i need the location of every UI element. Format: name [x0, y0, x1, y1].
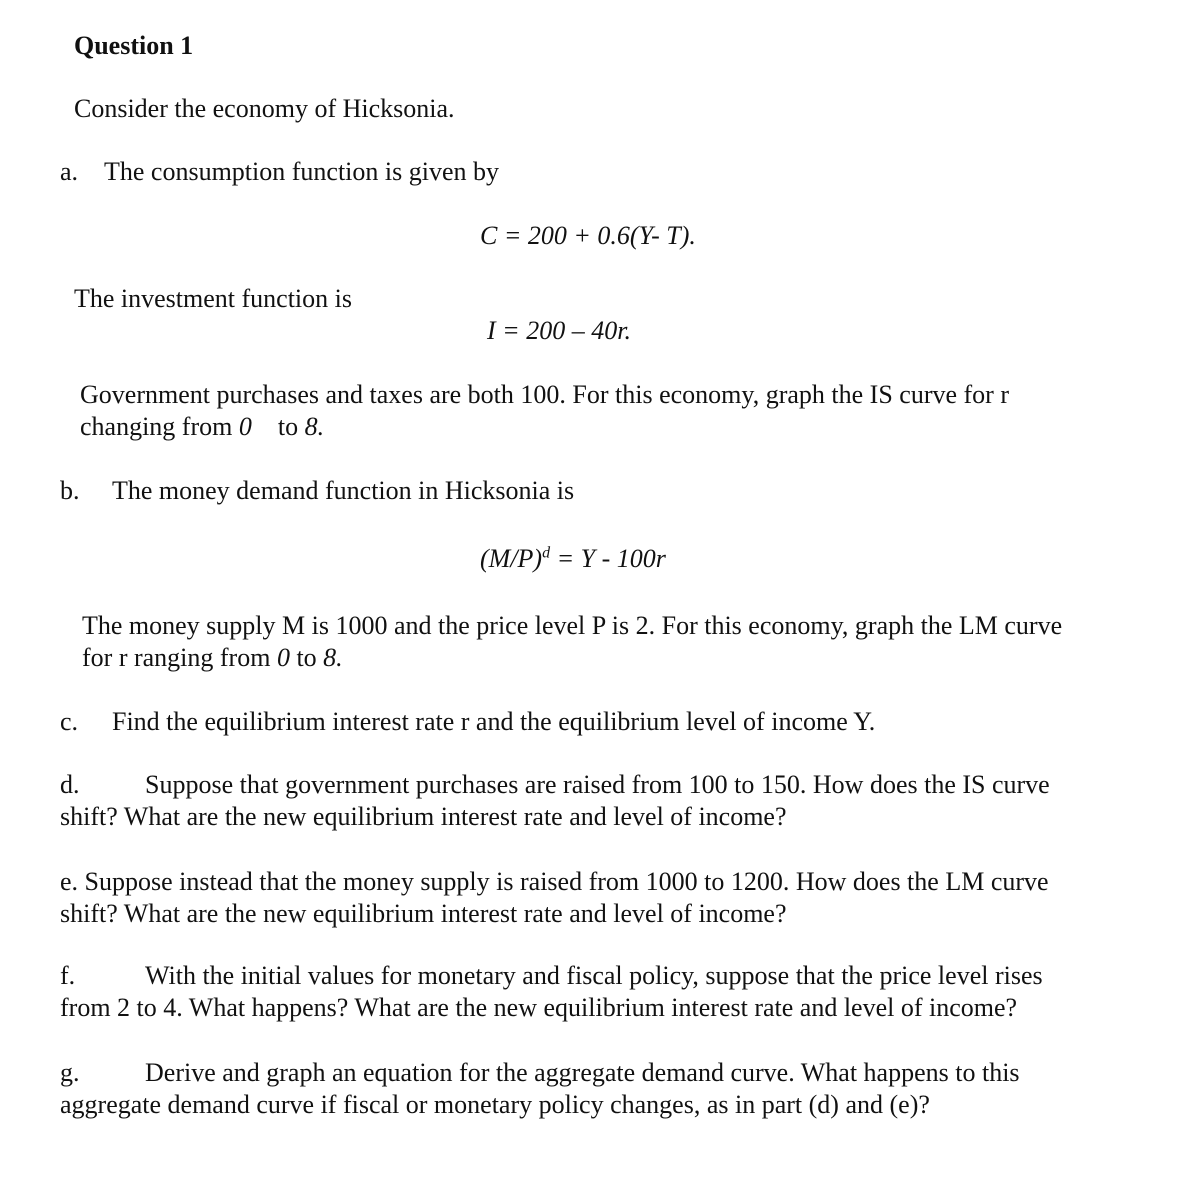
intro-text: Consider the economy of Hicksonia.: [74, 94, 455, 123]
part-b-supply-line1: The money supply M is 1000 and the price level P is 2. For this economy, graph the LM curve: [82, 611, 1063, 640]
part-a-gov-line1: Government purchases and taxes are both 100. For this economy, graph the IS curve for r: [80, 380, 1009, 409]
part-b-label: b.: [60, 476, 80, 505]
question-title: Question 1: [74, 31, 194, 60]
part-c-label: c.: [60, 707, 79, 736]
part-a-label: a.: [60, 157, 79, 186]
part-e-line2: shift? What are the new equilibrium interest rate and level of income?: [60, 899, 787, 928]
part-d-line1: Suppose that government purchases are raised from 100 to 150. How does the IS curve: [145, 770, 1050, 799]
part-d-label: d.: [60, 770, 80, 799]
part-b-supply-line2: for r ranging from 0 to 8.: [82, 643, 343, 672]
part-d-line2: shift? What are the new equilibrium interest rate and level of income?: [60, 802, 787, 831]
part-c-text: Find the equilibrium interest rate r and the equilibrium level of income Y.: [112, 707, 876, 736]
money-demand-equation: $(M/P)^d = Y - 100r$: [480, 544, 666, 573]
part-f-line2: from 2 to 4. What happens? What are the new equilibrium interest rate and level of income?: [60, 993, 1018, 1022]
part-e-line1: e. Suppose instead that the money supply is raised from 1000 to 1200. How does the LM curve: [60, 867, 1049, 896]
part-f-label: f.: [60, 961, 76, 990]
part-g-label: g.: [60, 1058, 80, 1087]
part-a-text: The consumption function is given by: [104, 157, 500, 186]
part-g-line2: aggregate demand curve if fiscal or monetary policy changes, as in part (d) and (e)?: [60, 1090, 930, 1119]
consumption-equation: C = 200 + 0.6(Y- T).: [480, 221, 696, 250]
part-a-gov-line2: changing from 0 to 8.: [80, 412, 325, 441]
part-b-text: The money demand function in Hicksonia is: [112, 476, 575, 505]
investment-text: The investment function is: [74, 284, 353, 313]
investment-equation: I = 200 – 40r.: [487, 316, 631, 345]
part-f-line1: With the initial values for monetary and fiscal policy, suppose that the price level rises: [145, 961, 1043, 990]
part-g-line1: Derive and graph an equation for the aggregate demand curve. What happens to this: [145, 1058, 1020, 1087]
